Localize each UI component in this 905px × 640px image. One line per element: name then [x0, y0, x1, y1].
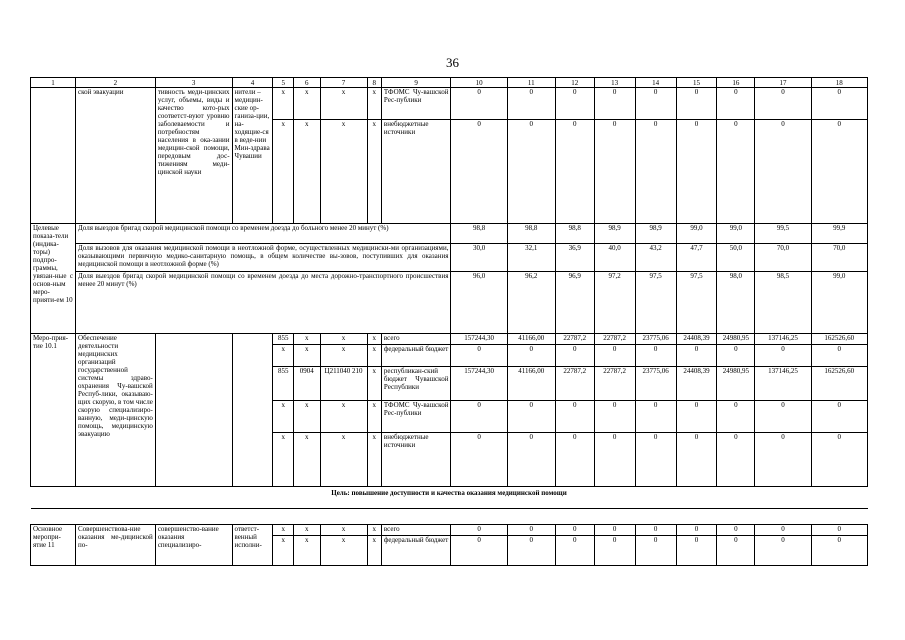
value-cell: 0	[755, 345, 811, 367]
indicator-value-cell: 97,5	[676, 272, 717, 334]
indicator-row	[31, 244, 868, 272]
value-cell: 0	[451, 525, 507, 536]
value-cell: 0	[717, 433, 755, 487]
indicator-value-cell: 40,0	[594, 244, 635, 272]
value-cell: 0	[755, 433, 811, 487]
kbk-gl-cell: 855	[273, 367, 293, 401]
kbk-csr-cell: x	[320, 536, 367, 566]
value-cell: 0	[635, 536, 676, 566]
kbk-vr-cell: x	[367, 334, 381, 345]
page-number: 36	[446, 55, 459, 70]
value-cell: 0	[676, 525, 717, 536]
kbk-csr-cell: x	[320, 120, 367, 224]
column-number: 15	[676, 78, 717, 88]
indicator-value-cell: 98,0	[717, 272, 755, 334]
value-cell: 0	[635, 433, 676, 487]
indicator-value-cell: 96,0	[451, 272, 507, 334]
value-cell: 0	[676, 120, 717, 224]
indicator-label-cell: Целевые показа-тели (индика-торы) подпро-граммы, увязан-ные с основ-ным меро-прияти-ем 10	[31, 224, 76, 334]
source-cell: внебюджетные источники	[381, 433, 451, 487]
kbk-gl-cell: x	[273, 345, 293, 367]
value-cell: 0	[555, 345, 594, 367]
indicator-value-cell: 98,8	[507, 224, 555, 244]
indicator-value-cell: 47,7	[676, 244, 717, 272]
value-cell: 0	[811, 88, 867, 120]
value-cell: 0	[594, 433, 635, 487]
event-label-cell: Меро-прия-тие 10.1	[31, 334, 76, 487]
source-cell: ТФОМС Чу-вашской Рес-публики	[381, 88, 451, 120]
value-cell: 24980,95	[717, 367, 755, 401]
value-cell: 0	[635, 345, 676, 367]
value-cell: 0	[507, 536, 555, 566]
value-cell: 0	[717, 345, 755, 367]
kbk-rz-cell: x	[293, 433, 320, 487]
source-cell: всего	[381, 334, 451, 345]
value-cell: 22787,2	[594, 334, 635, 345]
source-cell: федеральный бюджет	[381, 536, 451, 566]
indicator-value-cell: 97,5	[635, 272, 676, 334]
kbk-vr-cell: x	[367, 120, 381, 224]
value-cell: 0	[594, 88, 635, 120]
value-cell: 22787,2	[555, 334, 594, 345]
value-cell: 0	[507, 88, 555, 120]
value-cell: 0	[635, 525, 676, 536]
kbk-vr-cell: x	[367, 367, 381, 401]
value-cell: 0	[507, 401, 555, 433]
column-number: 10	[451, 78, 507, 88]
table-row	[31, 334, 868, 345]
continuation-name-cell: ской эвакуации	[76, 88, 156, 224]
indicator-value-cell: 70,0	[755, 244, 811, 272]
value-cell: 0	[755, 536, 811, 566]
indicator-value-cell: 98,9	[594, 224, 635, 244]
indicator-value-cell: 96,9	[555, 272, 594, 334]
value-cell: 24408,39	[676, 334, 717, 345]
value-cell: 0	[594, 536, 635, 566]
value-cell: 0	[507, 525, 555, 536]
value-cell: 0	[811, 345, 867, 367]
value-cell: 0	[451, 88, 507, 120]
kbk-gl-cell: x	[273, 401, 293, 433]
kbk-rz-cell: x	[293, 536, 320, 566]
indicator-value-cell: 98,8	[451, 224, 507, 244]
value-cell: 137146,25	[755, 367, 811, 401]
indicator-value-cell: 50,0	[717, 244, 755, 272]
kbk-vr-cell: x	[367, 345, 381, 367]
indicator-value-cell: 98,5	[755, 272, 811, 334]
event-name-cell: Обеспечение деятельности медицинских организаций государственной системы здраво-охранения Чу-вашской Респуб-лики, оказываю-щих скорую, в том числе скорую специализиро-ванную, меди-цинскую помощь, медицинскую эвакуацию	[76, 334, 156, 487]
kbk-rz-cell: x	[293, 401, 320, 433]
value-cell: 0	[717, 536, 755, 566]
goal-heading: Цель: повышение доступности и качества оказания медицинской помощи	[31, 487, 868, 509]
value-cell: 0	[555, 525, 594, 536]
indicator-value-cell: 97,2	[594, 272, 635, 334]
column-number: 17	[755, 78, 811, 88]
value-cell: 0	[555, 120, 594, 224]
value-cell: 162526,60	[811, 334, 867, 345]
value-cell: 0	[676, 401, 717, 433]
value-cell: 162526,60	[811, 367, 867, 401]
indicator-value-cell: 99,0	[811, 272, 867, 334]
value-cell: 0	[451, 401, 507, 433]
main-event-name-cell: Совершенствова-ние оказания ме-дицинской по-	[76, 525, 156, 566]
kbk-rz-cell: x	[293, 345, 320, 367]
column-number: 14	[635, 78, 676, 88]
kbk-csr-cell: x	[320, 88, 367, 120]
indicator-text-cell: Доля выездов бригад скорой медицинской помощи со временем доезда до места дорожно-транспортного происшествия менее 20 минут (%)	[76, 272, 451, 334]
value-cell: 0	[676, 345, 717, 367]
kbk-gl-cell: 855	[273, 334, 293, 345]
value-cell: 0	[811, 433, 867, 487]
continuation-executor-cell: нители – медицин-ские ор-ганиза-ции, на-ходящие-ся в веде-нии Мин-здрава Чувашии	[232, 88, 273, 224]
value-cell: 0	[555, 536, 594, 566]
indicator-value-cell: 43,2	[635, 244, 676, 272]
indicator-value-cell: 98,9	[635, 224, 676, 244]
value-cell: 0	[451, 536, 507, 566]
column-number: 18	[811, 78, 867, 88]
financing-table	[30, 77, 868, 566]
kbk-gl-cell: x	[273, 433, 293, 487]
kbk-rz-cell: x	[293, 525, 320, 536]
value-cell: 24980,95	[717, 334, 755, 345]
table-body	[31, 78, 868, 566]
value-cell: 0	[755, 525, 811, 536]
column-number: 6	[293, 78, 320, 88]
kbk-vr-cell: x	[367, 536, 381, 566]
value-cell: 0	[507, 433, 555, 487]
value-cell: 0	[676, 88, 717, 120]
source-cell: федеральный бюджет	[381, 345, 451, 367]
kbk-vr-cell: x	[367, 88, 381, 120]
value-cell: 0	[717, 88, 755, 120]
goal-row	[31, 487, 868, 509]
indicator-row	[31, 272, 868, 334]
column-number: 2	[76, 78, 156, 88]
value-cell: 23775,06	[635, 334, 676, 345]
main-event-label-cell: Основное меропри-ятие 11	[31, 525, 76, 566]
value-cell: 0	[555, 401, 594, 433]
kbk-csr-cell: Ц211040 210	[320, 367, 367, 401]
column-number: 9	[381, 78, 451, 88]
indicator-value-cell: 70,0	[811, 244, 867, 272]
value-cell: 0	[635, 88, 676, 120]
indicator-text-cell: Доля выездов бригад скорой медицинской помощи со временем доезда до больного менее 20 минут (%)	[76, 224, 451, 244]
kbk-rz-cell: 0904	[293, 367, 320, 401]
source-cell: ТФОМС Чу-вашской Рес-публики	[381, 401, 451, 433]
value-cell: 22787,2	[594, 367, 635, 401]
value-cell: 0	[676, 433, 717, 487]
value-cell: 0	[811, 401, 867, 433]
kbk-gl-cell: x	[273, 120, 293, 224]
spacer-row	[31, 509, 868, 525]
value-cell: 0	[811, 120, 867, 224]
indicator-row	[31, 224, 868, 244]
value-cell: 41166,00	[507, 334, 555, 345]
value-cell: 0	[451, 120, 507, 224]
source-cell: внебюджетные источники	[381, 120, 451, 224]
indicator-value-cell: 30,0	[451, 244, 507, 272]
value-cell: 0	[635, 401, 676, 433]
value-cell: 22787,2	[555, 367, 594, 401]
value-cell: 0	[507, 120, 555, 224]
kbk-csr-cell: x	[320, 433, 367, 487]
indicator-value-cell: 99,9	[811, 224, 867, 244]
value-cell: 0	[451, 345, 507, 367]
event-executor-cell	[232, 334, 273, 487]
column-number: 11	[507, 78, 555, 88]
value-cell: 0	[594, 120, 635, 224]
kbk-csr-cell: x	[320, 334, 367, 345]
value-cell: 0	[811, 525, 867, 536]
indicator-value-cell: 99,0	[676, 224, 717, 244]
column-number: 3	[155, 78, 232, 88]
kbk-vr-cell: x	[367, 433, 381, 487]
kbk-vr-cell: x	[367, 525, 381, 536]
value-cell: 0	[594, 401, 635, 433]
table-row	[31, 525, 868, 536]
indicator-value-cell: 32,1	[507, 244, 555, 272]
kbk-csr-cell: x	[320, 401, 367, 433]
value-cell: 0	[507, 345, 555, 367]
column-number: 12	[555, 78, 594, 88]
continuation-col1	[31, 88, 76, 224]
column-number: 5	[273, 78, 293, 88]
value-cell: 157244,30	[451, 367, 507, 401]
value-cell: 137146,25	[755, 334, 811, 345]
value-cell: 0	[717, 525, 755, 536]
kbk-rz-cell: x	[293, 334, 320, 345]
value-cell: 0	[755, 88, 811, 120]
indicator-value-cell: 99,5	[755, 224, 811, 244]
indicator-value-cell: 36,9	[555, 244, 594, 272]
value-cell: 0	[555, 433, 594, 487]
column-number: 7	[320, 78, 367, 88]
indicator-text-cell: Доля вызовов для оказания медицинской помощи в неотложной форме, осуществленных медицински-ми организациями, оказывающими первичную медико-санитарную помощь, в общем количестве вы-зовов, поступивших для оказания медицинской помощи в неотложной форме (%)	[76, 244, 451, 272]
value-cell: 0	[635, 120, 676, 224]
main-event-goal-cell: совершенство-вание оказания специализиро-	[155, 525, 232, 566]
column-number: 8	[367, 78, 381, 88]
kbk-csr-cell: x	[320, 345, 367, 367]
kbk-gl-cell: x	[273, 88, 293, 120]
kbk-rz-cell: x	[293, 88, 320, 120]
value-cell: 0	[755, 401, 811, 433]
value-cell: 0	[555, 88, 594, 120]
value-cell: 0	[717, 120, 755, 224]
column-number: 16	[717, 78, 755, 88]
source-cell: республикан-ский бюджет Чувашской Республики	[381, 367, 451, 401]
indicator-value-cell: 99,0	[717, 224, 755, 244]
value-cell: 41166,00	[507, 367, 555, 401]
value-cell: 0	[811, 536, 867, 566]
kbk-gl-cell: x	[273, 525, 293, 536]
value-cell: 24408,39	[676, 367, 717, 401]
kbk-rz-cell: x	[293, 120, 320, 224]
value-cell: 0	[594, 345, 635, 367]
kbk-gl-cell: x	[273, 536, 293, 566]
column-number: 4	[232, 78, 273, 88]
column-number: 1	[31, 78, 76, 88]
event-goal-cell	[155, 334, 232, 487]
value-cell: 0	[676, 536, 717, 566]
table-row	[31, 88, 868, 120]
value-cell: 157244,30	[451, 334, 507, 345]
value-cell: 23775,06	[635, 367, 676, 401]
kbk-csr-cell: x	[320, 525, 367, 536]
source-cell: всего	[381, 525, 451, 536]
spacer-cell	[31, 509, 868, 525]
value-cell: 0	[451, 433, 507, 487]
continuation-goal-cell: тивность меди-цинских услуг, объемы, виды и качество кото-рых соответст-вуют уровню заболеваемости и потребностям населения в ока-зании медицин-ской помощи, передовым дос-тижениям меди-цинской науки	[155, 88, 232, 224]
value-cell: 0	[755, 120, 811, 224]
indicator-value-cell: 96,2	[507, 272, 555, 334]
indicator-value-cell: 98,8	[555, 224, 594, 244]
kbk-vr-cell: x	[367, 401, 381, 433]
value-cell: 0	[717, 401, 755, 433]
column-number-row	[31, 78, 868, 88]
column-number: 13	[594, 78, 635, 88]
main-event-executor-cell: ответст-венный исполни-	[232, 525, 273, 566]
value-cell: 0	[594, 525, 635, 536]
